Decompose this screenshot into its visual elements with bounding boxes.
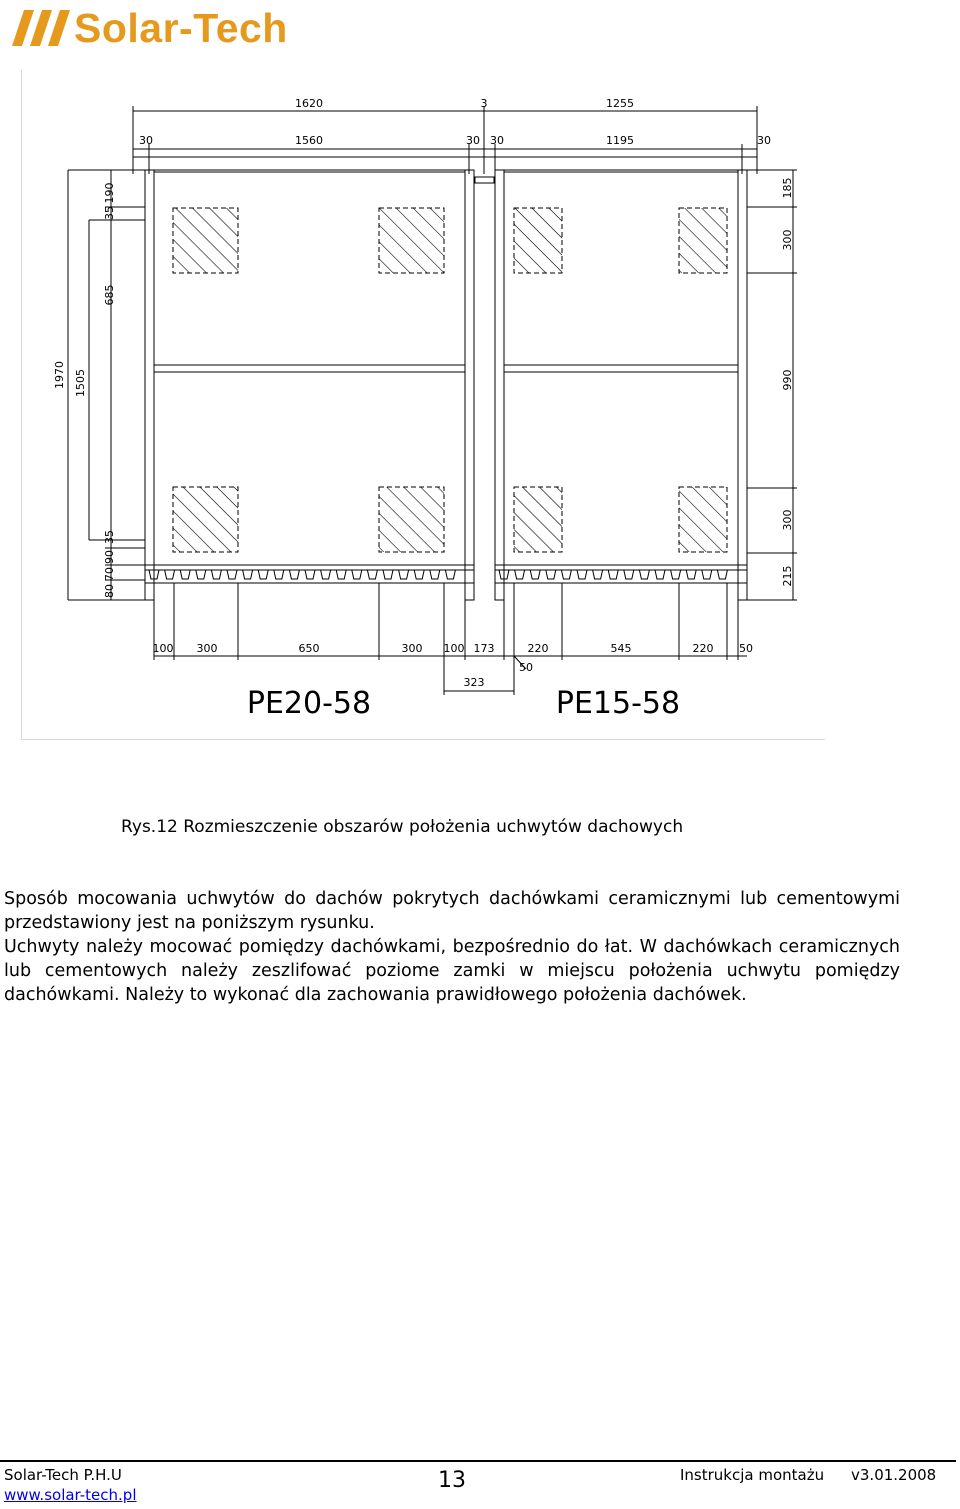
logo-slashes-icon xyxy=(10,8,72,48)
dim-sub: 30 xyxy=(490,134,504,147)
tube-socket xyxy=(352,570,362,579)
dim-bottom: 173 xyxy=(473,642,495,655)
tube-socket xyxy=(671,570,681,579)
tube-socket xyxy=(546,570,556,579)
body-text xyxy=(4,887,900,1007)
dim-left-bot-b: 90 xyxy=(103,550,116,564)
tube-socket xyxy=(289,570,299,579)
logo-text: Solar-Tech xyxy=(74,5,288,51)
page-number: 13 xyxy=(438,1468,466,1493)
dim-left-bot-d: 80 xyxy=(103,584,116,598)
dim-left-top-b: 190 xyxy=(103,182,116,204)
mount-zone xyxy=(679,208,727,273)
mount-zone xyxy=(173,208,238,273)
footer-company: Solar-Tech P.H.U xyxy=(4,1466,122,1484)
tube-socket xyxy=(430,570,440,579)
dim-sub: 30 xyxy=(757,134,771,147)
dim-bottom: 50 xyxy=(739,642,753,655)
dim-right: 990 xyxy=(781,369,794,391)
tube-socket xyxy=(624,570,634,579)
tube-socket xyxy=(686,570,696,579)
tube-socket xyxy=(243,570,253,579)
tube-socket xyxy=(639,570,649,579)
tube-socket xyxy=(655,570,665,579)
tube-socket xyxy=(227,570,237,579)
label-left-unit: PE20-58 xyxy=(246,686,372,721)
tube-socket xyxy=(399,570,409,579)
dim-bottom: 300 xyxy=(401,642,423,655)
technical-drawing xyxy=(21,70,824,739)
paragraph: Uchwyty należy mocować pomiędzy dachówkami, bezpośrednio do łat. W dachówkach ceramicznych lub cementowych należy zeszlifować poziome zamki w miejscu położenia uchwytu pomiędzy dachówkami. Należy to wykonać dla zachowania prawidłowego położenia dachówek. xyxy=(4,937,900,1005)
dim-right: 215 xyxy=(781,565,794,587)
dim-bottom-offset: 50 xyxy=(519,661,533,674)
dim-bottom: 100 xyxy=(443,642,465,655)
tube-socket xyxy=(336,570,346,579)
paragraph: Sposób mocowania uchwytów do dachów pokrytych dachówkami ceramicznymi lub cementowymi przedstawiony jest na poniższym rysunku. xyxy=(4,889,900,933)
tube-socket xyxy=(180,570,190,579)
dim-bottom: 300 xyxy=(196,642,218,655)
dim-bottom-spacing: 323 xyxy=(463,676,485,689)
footer-doc-title: Instrukcja montażu xyxy=(680,1466,825,1484)
dim-bottom: 100 xyxy=(152,642,174,655)
mount-zone xyxy=(173,487,238,552)
dim-sub: 30 xyxy=(466,134,480,147)
mount-zone xyxy=(514,208,562,273)
mount-zone xyxy=(379,208,444,273)
dim-left-inner: 1505 xyxy=(74,369,87,397)
dim-right: 185 xyxy=(781,177,794,199)
mount-zone xyxy=(379,487,444,552)
footer-version: v3.01.2008 xyxy=(851,1466,937,1484)
dim-sub: 1560 xyxy=(295,134,323,147)
dim-left-top-a: 35 xyxy=(103,206,116,220)
tube-socket xyxy=(593,570,603,579)
tube-socket xyxy=(383,570,393,579)
dim-left-bot-c: 70 xyxy=(103,567,116,581)
dim-top-total-left: 1620 xyxy=(295,97,323,110)
dim-top-gap: 3 xyxy=(480,97,488,110)
dim-sub: 30 xyxy=(139,134,153,147)
tube-socket xyxy=(414,570,424,579)
company-logo xyxy=(10,6,288,50)
tube-socket xyxy=(577,570,587,579)
tube-socket xyxy=(305,570,315,579)
tube-socket xyxy=(561,570,571,579)
tube-socket xyxy=(258,570,268,579)
dim-bottom: 220 xyxy=(692,642,714,655)
dim-left-overall: 1970 xyxy=(53,361,66,389)
dim-left-bot-a: 35 xyxy=(103,530,116,544)
dim-bottom: 650 xyxy=(298,642,320,655)
tube-socket xyxy=(717,570,727,579)
dim-right: 300 xyxy=(781,229,794,251)
tube-socket xyxy=(321,570,331,579)
dim-sub: 1195 xyxy=(606,134,634,147)
tube-socket xyxy=(367,570,377,579)
tube-socket xyxy=(196,570,206,579)
mount-zone xyxy=(679,487,727,552)
footer-rule xyxy=(0,1460,956,1462)
label-right-unit: PE15-58 xyxy=(555,686,681,721)
tube-socket xyxy=(165,570,175,579)
tube-socket xyxy=(274,570,284,579)
figure-caption: Rys.12 Rozmieszczenie obszarów położenia uchwytów dachowych xyxy=(121,817,684,837)
tube-socket xyxy=(211,570,221,579)
dim-bottom: 220 xyxy=(527,642,549,655)
mount-zone xyxy=(514,487,562,552)
tube-socket xyxy=(702,570,712,579)
dim-bottom: 545 xyxy=(610,642,632,655)
dim-left-upper: 685 xyxy=(103,284,116,306)
footer-url-link[interactable]: www.solar-tech.pl xyxy=(4,1486,137,1504)
tube-socket xyxy=(515,570,525,579)
dim-right: 300 xyxy=(781,509,794,531)
dim-top-total-right: 1255 xyxy=(606,97,634,110)
tube-socket xyxy=(530,570,540,579)
tube-socket xyxy=(608,570,618,579)
tube-socket xyxy=(445,570,455,579)
